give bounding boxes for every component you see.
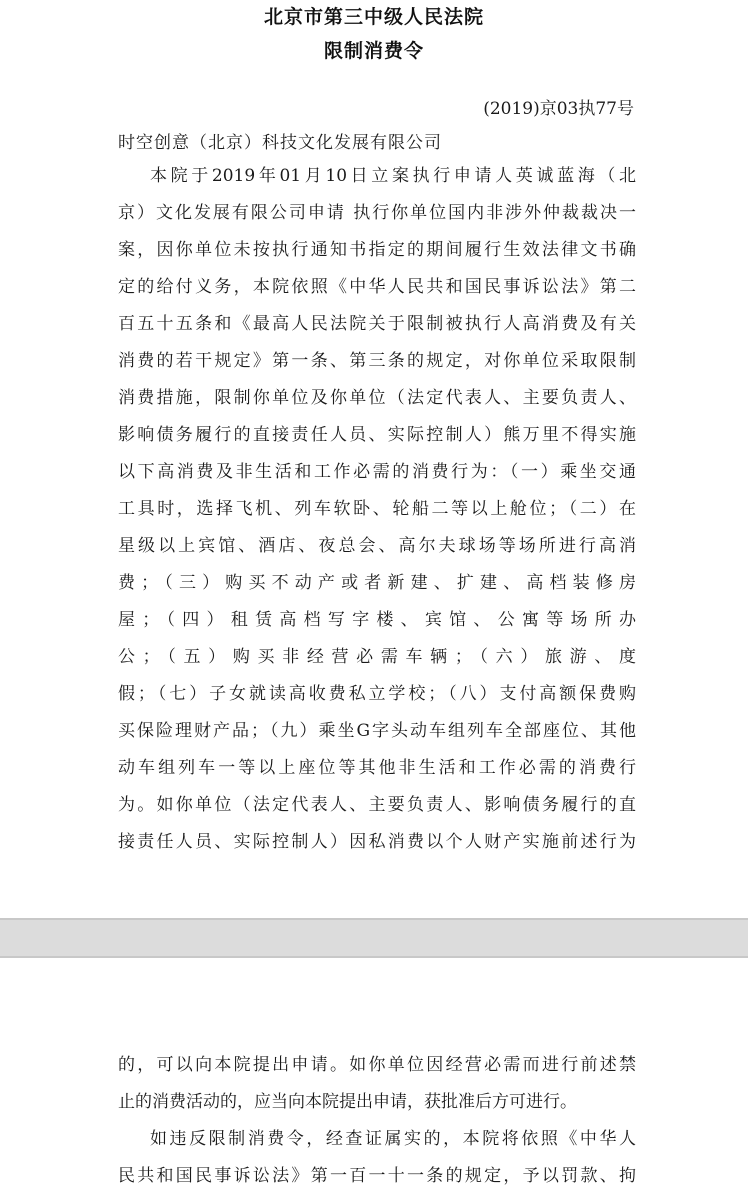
text-line: 消费措施，限制你单位及你单位（法定代表人、主要负责人、 <box>118 388 636 408</box>
text-line: 定的给付义务，本院依照《中华人民共和国民事诉讼法》第二 <box>118 277 636 297</box>
text-line: 买保险理财产品；（九）乘坐G字头动车组列车全部座位、其他 <box>118 721 636 741</box>
text-line: 影响债务履行的直接责任人员、实际控制人）熊万里不得实施 <box>118 425 636 445</box>
text-line: 星级以上宾馆、酒店、夜总会、高尔夫球场等场所进行高消 <box>118 536 636 556</box>
text-line: 京）文化发展有限公司申请 执行你单位国内非涉外仲裁裁决一 <box>118 203 636 223</box>
text-line: 屋；（四）租赁高档写字楼、宾馆、公寓等场所办 <box>118 610 636 630</box>
text-line: 如违反限制消费令，经查证属实的，本院将依照《中华人 <box>150 1129 636 1149</box>
text-line: 费；（三）购买不动产或者新建、扩建、高档装修房 <box>118 573 636 593</box>
text-line: 案，因你单位未按执行通知书指定的期间履行生效法律文书确 <box>118 240 636 260</box>
addressee: 时空创意（北京）科技文化发展有限公司 <box>118 133 442 153</box>
text-line: 以下高消费及非生活和工作必需的消费行为：（一）乘坐交通 <box>118 462 636 482</box>
text-line: 假；（七）子女就读高收费私立学校；（八）支付高额保费购 <box>118 684 636 704</box>
text-line: 为。如你单位（法定代表人、主要负责人、影响债务履行的直 <box>118 795 636 815</box>
page-separator <box>0 918 748 958</box>
text-line: 消费的若干规定》第一条、第三条的规定，对你单位采取限制 <box>118 351 636 371</box>
page-edge <box>0 918 748 920</box>
text-line: 工具时，选择飞机、列车软卧、轮船二等以上舱位；（二）在 <box>118 499 636 519</box>
text-line: 接责任人员、实际控制人）因私消费以个人财产实施前述行为 <box>118 832 636 852</box>
document-page-2 <box>0 958 748 1200</box>
order-title: 限制消费令 <box>323 40 424 62</box>
text-line: 本院于2019年01月10日立案执行申请人英诚蓝海（北 <box>150 166 636 186</box>
text-line: 动车组列车一等以上座位等其他非生活和工作必需的消费行 <box>118 758 636 778</box>
text-line: 百五十五条和《最高人民法院关于限制被执行人高消费及有关 <box>118 314 636 334</box>
court-name: 北京市第三中级人民法院 <box>263 6 484 28</box>
text-line: 民共和国民事诉讼法》第一百一十一条的规定，予以罚款、拘 <box>118 1166 636 1186</box>
text-line: 公；（五）购买非经营必需车辆；（六）旅游、度 <box>118 647 636 667</box>
text-line: 的，可以向本院提出申请。如你单位因经营必需而进行前述禁 <box>118 1055 636 1075</box>
case-number: (2019)京03执77号 <box>483 99 634 119</box>
text-line: 止的消费活动的，应当向本院提出申请，获批准后方可进行。 <box>118 1092 577 1112</box>
